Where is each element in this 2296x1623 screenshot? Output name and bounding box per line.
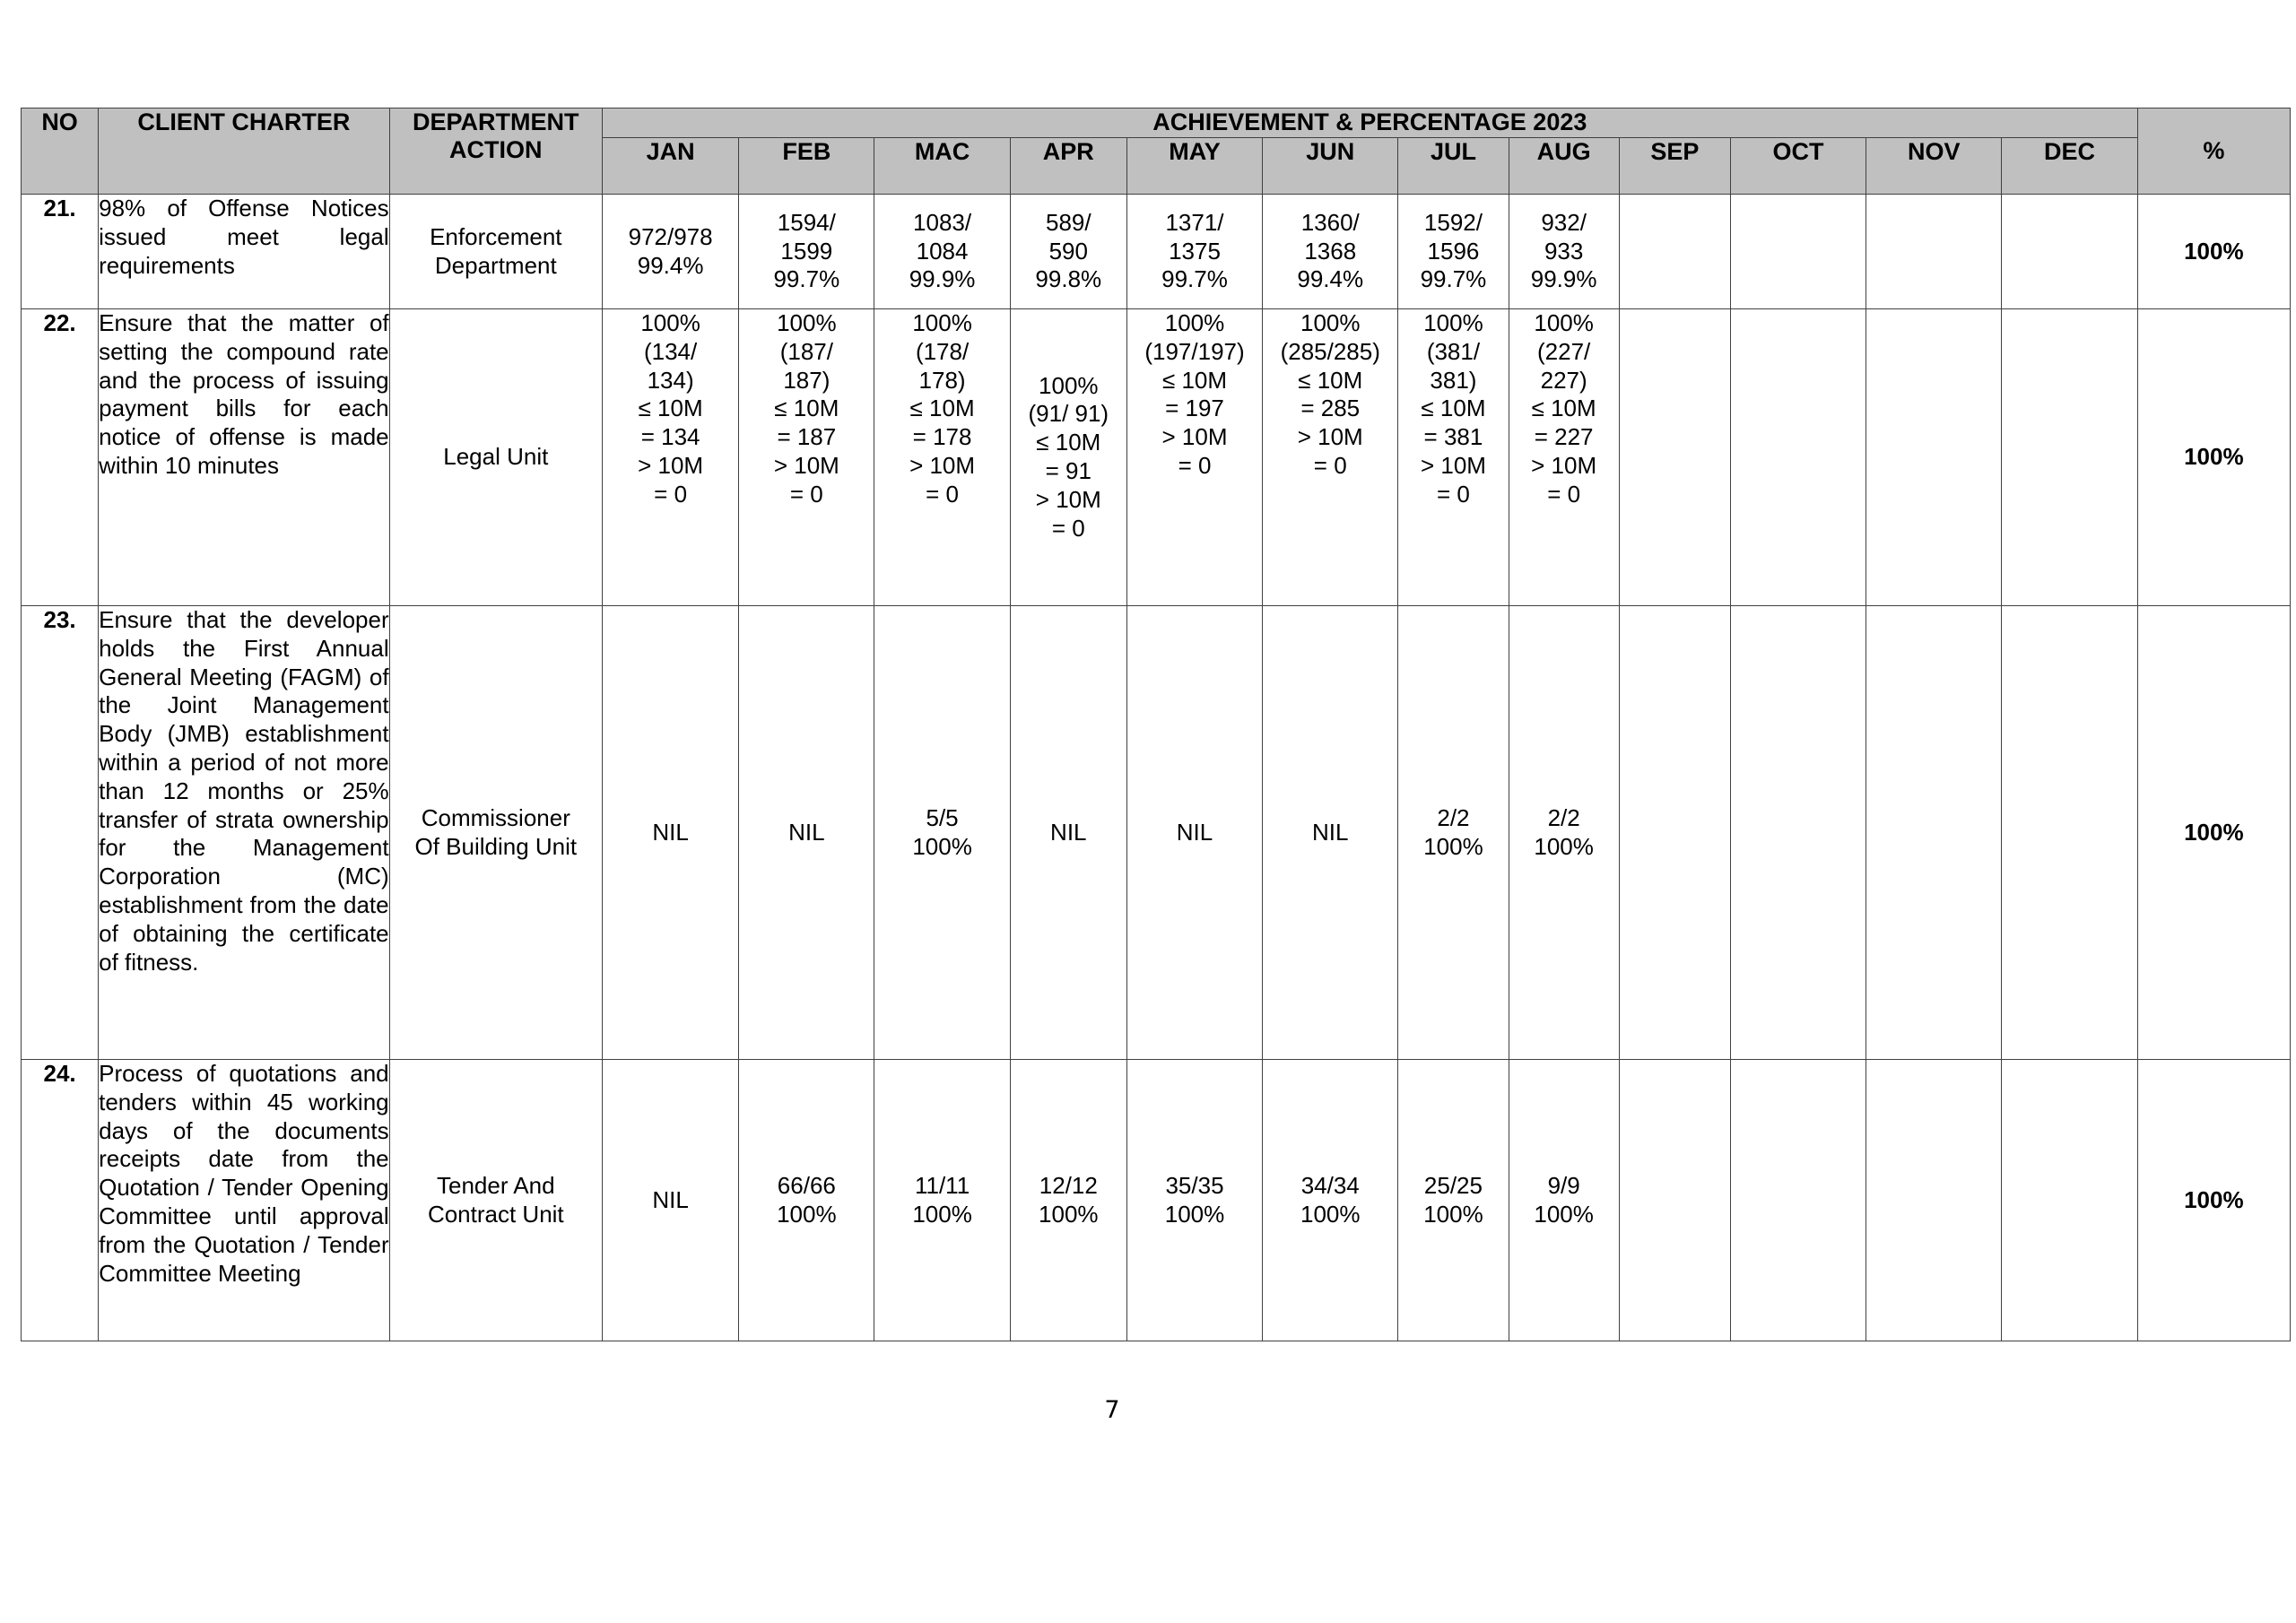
month-cell-sep [1619, 309, 1730, 606]
client-charter-text: Ensure that the developer holds the First Annual General Meeting (FAGM) of the Joint Management Body (JMB) establishment within a period of not more than 12 months or 25% transfer of strata ownership for the Management Corporation (MC) establishment from the date of obtaining the certificate of fitness. [99, 606, 390, 1060]
month-cell-oct [1730, 309, 1866, 606]
month-cell-jul: 100% (381/ 381) ≤ 10M = 381 > 10M = 0 [1398, 309, 1509, 606]
header-no: NO [22, 108, 99, 195]
header-month-aug: AUG [1509, 138, 1619, 195]
table-row [22, 195, 2291, 309]
header-month-nov: NOV [1866, 138, 2002, 195]
month-cell-sep [1619, 1060, 1730, 1341]
month-cell-sep [1619, 606, 1730, 1060]
month-cell-jun: 1360/ 1368 99.4% [1263, 195, 1398, 309]
header-month-dec: DEC [2002, 138, 2137, 195]
header-percent: % [2137, 108, 2290, 195]
month-cell-jul: 25/25 100% [1398, 1060, 1509, 1341]
month-cell-mac: 1083/ 1084 99.9% [874, 195, 1010, 309]
month-cell-dec [2002, 606, 2137, 1060]
month-cell-jun: 100% (285/285) ≤ 10M = 285 > 10M = 0 [1263, 309, 1398, 606]
month-cell-may: NIL [1126, 606, 1262, 1060]
month-cell-nov [1866, 1060, 2002, 1341]
month-cell-dec [2002, 309, 2137, 606]
header-month-jan: JAN [602, 138, 738, 195]
month-cell-jun: 34/34 100% [1263, 1060, 1398, 1341]
header-month-sep: SEP [1619, 138, 1730, 195]
month-cell-sep [1619, 195, 1730, 309]
month-cell-apr: 12/12 100% [1010, 1060, 1126, 1341]
department-action: Enforcement Department [389, 195, 602, 309]
header-month-jul: JUL [1398, 138, 1509, 195]
month-cell-aug: 2/2 100% [1509, 606, 1619, 1060]
page-number: 7 [1104, 1396, 1120, 1424]
header-client-charter: CLIENT CHARTER [99, 108, 390, 195]
month-cell-feb: 100% (187/ 187) ≤ 10M = 187 > 10M = 0 [739, 309, 874, 606]
month-cell-apr: 100% (91/ 91) ≤ 10M = 91 > 10M = 0 [1010, 309, 1126, 606]
table-row [22, 606, 2291, 1060]
month-cell-mac: 11/11 100% [874, 1060, 1010, 1341]
month-cell-feb: NIL [739, 606, 874, 1060]
month-cell-jan: 100% (134/ 134) ≤ 10M = 134 > 10M = 0 [602, 309, 738, 606]
month-cell-nov [1866, 606, 2002, 1060]
month-cell-jul: 2/2 100% [1398, 606, 1509, 1060]
month-cell-aug: 9/9 100% [1509, 1060, 1619, 1341]
month-cell-nov [1866, 309, 2002, 606]
achievement-table [21, 108, 2291, 1341]
row-number: 24. [22, 1060, 99, 1341]
month-cell-jun: NIL [1263, 606, 1398, 1060]
department-action: Legal Unit [389, 309, 602, 606]
month-cell-aug: 932/ 933 99.9% [1509, 195, 1619, 309]
department-action: Tender And Contract Unit [389, 1060, 602, 1341]
row-number: 22. [22, 309, 99, 606]
table-row [22, 309, 2291, 606]
month-cell-jul: 1592/ 1596 99.7% [1398, 195, 1509, 309]
header-month-apr: APR [1010, 138, 1126, 195]
month-cell-jan: NIL [602, 606, 738, 1060]
table-body [22, 195, 2291, 1341]
month-cell-may: 100% (197/197) ≤ 10M = 197 > 10M = 0 [1126, 309, 1262, 606]
month-cell-oct [1730, 1060, 1866, 1341]
month-cell-apr: NIL [1010, 606, 1126, 1060]
header-month-jun: JUN [1263, 138, 1398, 195]
header-month-mac: MAC [874, 138, 1010, 195]
month-cell-oct [1730, 606, 1866, 1060]
row-number: 21. [22, 195, 99, 309]
header-month-may: MAY [1126, 138, 1262, 195]
month-cell-feb: 66/66 100% [739, 1060, 874, 1341]
client-charter-text: Ensure that the matter of setting the compound rate and the process of issuing payment bills for each notice of offense is made within 10 minutes [99, 309, 390, 606]
percent-cell: 100% [2137, 195, 2290, 309]
month-cell-jan: NIL [602, 1060, 738, 1341]
percent-cell: 100% [2137, 1060, 2290, 1341]
percent-cell: 100% [2137, 309, 2290, 606]
month-cell-nov [1866, 195, 2002, 309]
department-action: Commissioner Of Building Unit [389, 606, 602, 1060]
client-charter-text: Process of quotations and tenders within 45 working days of the documents receipts date from the Quotation / Tender Opening Committee until approval from the Quotation / Tender Committee Meeting [99, 1060, 390, 1341]
month-cell-aug: 100% (227/ 227) ≤ 10M = 227 > 10M = 0 [1509, 309, 1619, 606]
month-cell-mac: 5/5 100% [874, 606, 1010, 1060]
header-achievement-group: ACHIEVEMENT & PERCENTAGE 2023 [602, 108, 2137, 138]
month-cell-dec [2002, 195, 2137, 309]
month-cell-may: 35/35 100% [1126, 1060, 1262, 1341]
month-cell-oct [1730, 195, 1866, 309]
header-department-action: DEPARTMENT ACTION [389, 108, 602, 195]
month-cell-apr: 589/ 590 99.8% [1010, 195, 1126, 309]
row-number: 23. [22, 606, 99, 1060]
month-cell-jan: 972/978 99.4% [602, 195, 738, 309]
table-row [22, 1060, 2291, 1341]
month-cell-feb: 1594/ 1599 99.7% [739, 195, 874, 309]
header-month-oct: OCT [1730, 138, 1866, 195]
client-charter-text: 98% of Offense Notices issued meet legal requirements [99, 195, 390, 309]
month-cell-may: 1371/ 1375 99.7% [1126, 195, 1262, 309]
percent-cell: 100% [2137, 606, 2290, 1060]
header-month-feb: FEB [739, 138, 874, 195]
month-cell-mac: 100% (178/ 178) ≤ 10M = 178 > 10M = 0 [874, 309, 1010, 606]
month-cell-dec [2002, 1060, 2137, 1341]
